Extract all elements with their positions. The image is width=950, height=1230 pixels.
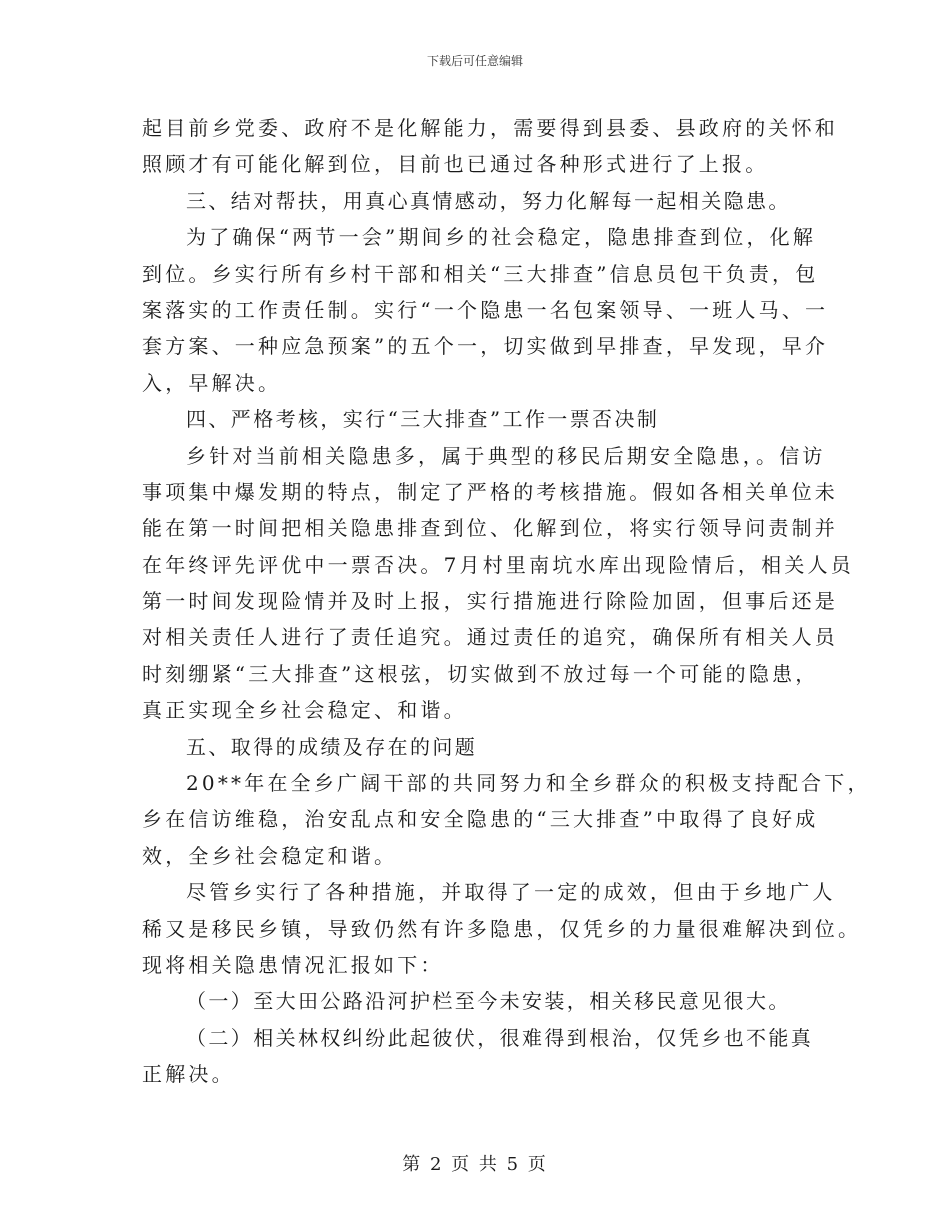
text-line: 正解决。 [142, 1062, 235, 1087]
text-line: 乡在信访维稳，治安乱点和安全隐患的“三大排查”中取得了良好成 [142, 807, 819, 832]
text-line: 效，全乡社会稳定和谐。 [142, 843, 398, 868]
text-line: 稀又是移民乡镇，导致仍然有许多隐患，仅凭乡的力量很难解决到位。 [142, 916, 862, 941]
text-line: 尽管乡实行了各种措施，并取得了一定的成效，但由于乡地广人 [186, 880, 836, 905]
text-line: 真正实现全乡社会稳定、和谐。 [142, 698, 467, 723]
text-line: 到位。乡实行所有乡村干部和相关“三大排查”信息员包干负责，包 [142, 261, 819, 286]
text-line: 起目前乡党委、政府不是化解能力，需要得到县委、县政府的关怀和 [142, 116, 838, 140]
text-line: 入，早解决。 [142, 370, 282, 395]
section-heading: 五、取得的成绩及存在的问题 [186, 734, 478, 759]
text-line: 事项集中爆发期的特点，制定了严格的考核措施。假如各相关单位未 [142, 479, 838, 504]
text-line: 第一时间发现险情并及时上报，实行措施进行除险加固，但事后还是 [142, 589, 838, 614]
text-line: 案落实的工作责任制。实行“一个隐患一名包案领导、一班人马、一 [142, 297, 829, 322]
text-line: 照顾才有可能化解到位，目前也已通过各种形式进行了上报。 [142, 152, 769, 177]
list-item: （二）相关林权纠纷此起彼伏，很难得到根治，仅凭乡也不能真 [186, 1025, 814, 1050]
text-line: 能在第一时间把相关隐患排查到位、化解到位，将实行领导问责制并 [142, 516, 838, 541]
text-line: 在年终评先评优中一票否决。7月村里南坑水库出现险情后，相关人员 [142, 552, 854, 577]
text-line: 时刻绷紧“三大排查”这根弦，切实做到不放过每一个可能的隐患， [142, 661, 819, 686]
list-item: （一）至大田公路沿河护栏至今未安装，相关移民意见很大。 [186, 989, 791, 1014]
text-line: 20**年在全乡广阔干部的共同努力和全乡群众的积极支持配合下， [186, 771, 871, 796]
text-line: 对相关责任人进行了责任追究。通过责任的追究，确保所有相关人员 [142, 625, 838, 650]
section-heading: 四、严格考核，实行“三大排查”工作一票否决制 [186, 407, 660, 432]
page-number: 第 2 页 共 5 页 [402, 1154, 548, 1175]
text-line: 现将相关隐患情况汇报如下： [142, 952, 444, 977]
page-header-note: 下载后可任意编辑 [426, 54, 523, 68]
section-heading: 三、结对帮扶，用真心真情感动，努力化解每一起相关隐患。 [186, 188, 791, 213]
text-line: 套方案、一种应急预案”的五个一，切实做到早排查，早发现，早介 [142, 334, 829, 359]
text-line: 乡针对当前相关隐患多，属于典型的移民后期安全隐患，。信访 [186, 443, 826, 468]
text-line: 为了确保“两节一会”期间乡的社会稳定，隐患排查到位，化解 [186, 225, 817, 250]
document-body [142, 110, 871, 1093]
